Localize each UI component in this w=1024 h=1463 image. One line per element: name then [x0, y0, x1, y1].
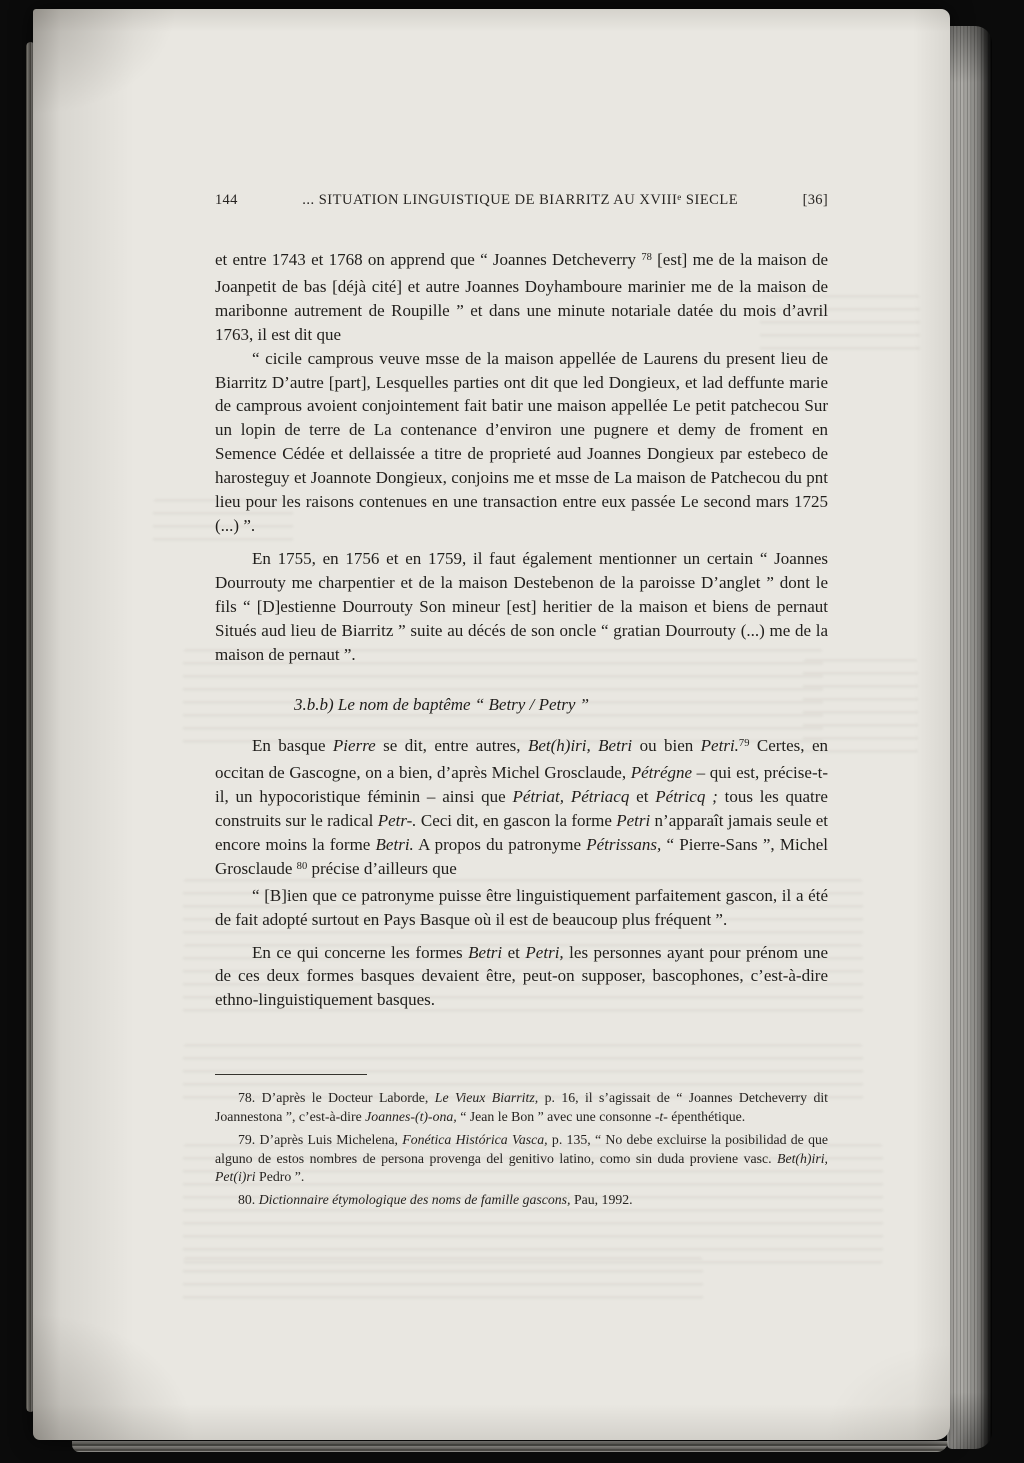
- text-run: 80.: [238, 1192, 259, 1208]
- text-run: n’apparaît jamais seule et encore moins la forme: [215, 811, 828, 854]
- text-run: Petri,: [525, 942, 564, 962]
- book-page: [33, 9, 950, 1440]
- text-run: Petri: [616, 811, 651, 831]
- text-run: En basque: [252, 736, 333, 756]
- paragraph: [215, 248, 828, 347]
- text-run: les personnes ayant pour prénom une de ces deux formes basques devaient être, peut-on supposer, bascophones, c’est-à-dire ethno-linguistiquement basques.: [215, 942, 828, 1010]
- text-run: 3.b.b) Le nom de baptême “ Betry / Petry ”: [294, 695, 590, 715]
- running-title: [302, 190, 738, 211]
- section-heading: [294, 693, 828, 717]
- text-run: Pétricq ;: [655, 787, 718, 807]
- text-run: “ Pierre-Sans ”, Michel Grosclaude: [215, 834, 828, 878]
- footnote-rule: [215, 1074, 367, 1075]
- text-run: Betri: [468, 942, 503, 962]
- folio-reference: [36]: [802, 192, 828, 208]
- text-run: Pau, 1992.: [570, 1192, 633, 1208]
- text-column: [215, 9, 828, 1210]
- text-run: – qui est, précise-t-il, un hypocoristique féminin – ainsi que: [215, 763, 828, 807]
- text-run: précise d’ailleurs que: [307, 858, 457, 878]
- running-title-superscript: e: [677, 192, 682, 203]
- book-fore-edge: [947, 26, 992, 1449]
- text-run: Certes, en occitan de Gascogne, on a bien, d’après Michel Grosclaude,: [215, 736, 828, 783]
- text-run: “ Jean le Bon ” avec une consonne: [456, 1109, 655, 1125]
- footnote-ref: 79: [738, 738, 750, 750]
- text-run: tous les quatre construits sur le radical: [215, 787, 828, 831]
- text-run: Le Vieux Biarritz,: [434, 1090, 539, 1106]
- footnote: [215, 1089, 828, 1127]
- text-run: Pétriat, Pétriacq: [512, 787, 630, 807]
- page-bleed-through: [183, 1257, 703, 1305]
- text-run: épenthétique.: [667, 1109, 746, 1125]
- paragraph: [215, 547, 828, 667]
- text-run: En 1755, en 1756 et en 1759, il faut également mentionner un certain “ Joannes Dourrouty me charpentier et de la maison Destebenon de la paroisse D’anglet ” dont le fils “ [D]estienne Dourrouty Son mineur [est] heritier de la maison et biens de pernaut Situés aud lieu de Biarritz ” suite au décés de son oncle “ gratian Dourrouty (...) me de la maison de pernaut ”.: [215, 548, 828, 664]
- running-header: [215, 190, 828, 211]
- text-run: A propos du patronyme: [413, 834, 587, 854]
- page-number: 144: [215, 192, 238, 208]
- text-run: et: [502, 942, 526, 962]
- text-run: Betri.: [375, 834, 414, 854]
- text-run: En ce qui concerne les formes: [252, 942, 469, 962]
- text-run: Bet(h)iri, Betri: [527, 736, 633, 756]
- text-run: et entre 1743 et 1768 on apprend que “ Joannes Detcheverry: [215, 250, 642, 269]
- text-run: 78. D’après le Docteur Laborde,: [238, 1090, 435, 1106]
- running-title-end: SIECLE: [681, 192, 739, 208]
- paragraph: [215, 734, 828, 883]
- quoted-paragraph: [215, 347, 828, 538]
- text-run: Pétrissans,: [586, 834, 662, 854]
- text-run: “ [B]ien que ce patronyme puisse être linguistiquement parfaitement gascon, il a été de fait adopté surtout en Pays Basque où il est de beaucoup plus fréquent ”.: [215, 885, 828, 929]
- text-run: -t-: [654, 1109, 668, 1125]
- footnote-ref: 80: [296, 860, 308, 872]
- text-run: p. 135, “ No debe excluirse la posibilidad de que alguno de estos nombres de persona provenga del genitivo latino, como sin duda proviene vasc.: [215, 1131, 829, 1166]
- footnote-ref: 78: [641, 251, 652, 263]
- text-run: Pierre: [332, 736, 376, 756]
- footnote: [215, 1131, 828, 1187]
- quoted-paragraph: [215, 884, 828, 932]
- text-run: se dit, entre autres,: [375, 736, 528, 756]
- footnote: [215, 1191, 828, 1210]
- text-run: 79. D’après Luis Michelena,: [238, 1131, 403, 1147]
- text-run: “ cicile camprous veuve msse de la maison appellée de Laurens du present lieu de Biarritz D’autre [part], Lesquelles parties ont dit que led Dongieux, et lad deffunte marie de camprous avoient conjointement fait batir une maison appellée Le petit patchecou Sur un lopin de terre de La contenance d’environ une pugnere et demy de froment en Semence Cédée et dellaissée a titre de proprieté aud Joannes Dongieux par estebeco de harosteguy et Joannote Dongieux, conjoins me et msse de La maison de Patchecou du pnt lieu pour les raisons contenues en une transaction entre eux passée Le second mars 1725 (...) ”.: [215, 348, 828, 535]
- text-run: Bet(h)iri, Pet(i)ri: [215, 1150, 828, 1185]
- text-run: Joannes-(t)-ona,: [365, 1109, 457, 1125]
- running-title-text: ... SITUATION LINGUISTIQUE DE BIARRITZ AU XVIII: [302, 192, 678, 208]
- paragraph: [215, 941, 828, 1013]
- text-run: Dictionnaire étymologique des noms de famille gascons,: [258, 1192, 571, 1208]
- text-run: Pedro ”.: [255, 1169, 305, 1185]
- book-bottom-edge: [72, 1441, 948, 1452]
- text-run: Pétrégne: [630, 763, 693, 783]
- text-run: Fonética Histórica Vasca,: [402, 1131, 548, 1147]
- text-run: p. 16, il s’agissait de “ Joannes Detcheverry dit Joannestona ”, c’est-à-dire: [215, 1090, 829, 1125]
- text-run: ou bien: [632, 736, 701, 756]
- text-run: Petri.: [700, 736, 739, 756]
- text-run: Ceci dit, en gascon la forme: [416, 811, 617, 831]
- text-run: Petr-.: [377, 811, 417, 831]
- text-run: [est] me de la maison de Joanpetit de bas [déjà cité] et autre Joannes Doyhamboure marinier me de la maison de maribonne autrement de Roupille ” et dans une minute notariale datée du mois d’avril 1763, il est dit que: [215, 250, 828, 344]
- text-run: et: [629, 787, 656, 807]
